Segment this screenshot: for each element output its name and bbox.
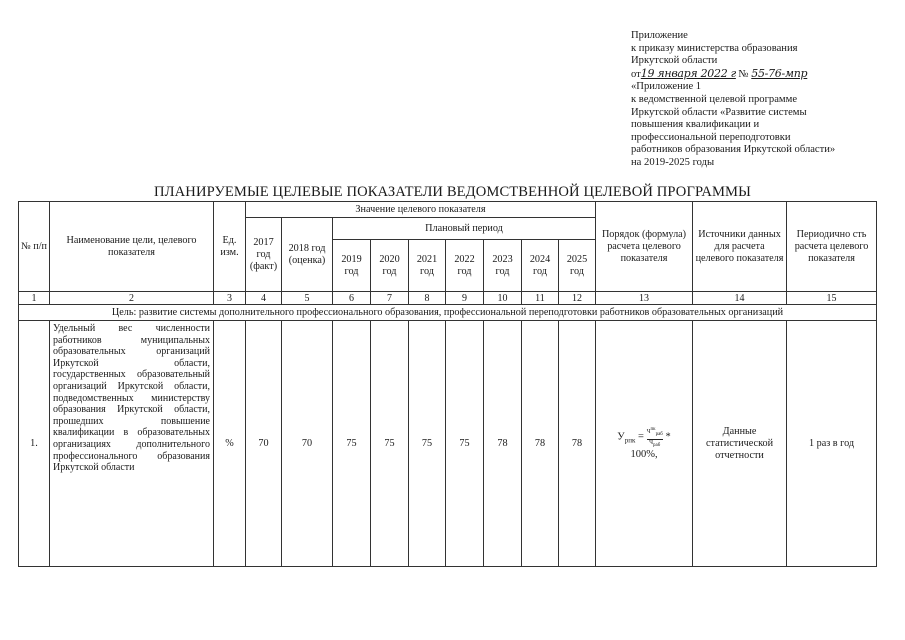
appendix-line: «Приложение 1: [631, 81, 702, 93]
row-unit: %: [214, 321, 246, 567]
formula-percent: 100%,: [630, 448, 658, 460]
column-number: 11: [522, 292, 559, 305]
row-value: 75: [446, 321, 484, 567]
table-row: [19, 321, 877, 567]
formula-fraction: [647, 426, 663, 448]
row-value: 78: [522, 321, 559, 567]
column-number: 4: [246, 292, 282, 305]
header-year: 2022 год: [446, 240, 484, 292]
header-planned: Плановый период: [333, 218, 596, 240]
header-name: Наименование цели, целевого показателя: [50, 202, 214, 292]
formula-denominator: $Ч_{раб}$: [649, 439, 661, 448]
column-number: 5: [282, 292, 333, 305]
header-2017: 2017 год (факт): [246, 218, 282, 292]
appendix-line: Иркутской области «Развитие системы: [631, 106, 807, 118]
row-value: 75: [333, 321, 371, 567]
header-frequency: Периодично сть расчета целевого показателя: [787, 202, 877, 292]
header-2018: 2018 год (оценка): [282, 218, 333, 292]
appendix-line: Иркутской области: [631, 55, 718, 67]
column-number: 15: [787, 292, 877, 305]
column-number: 1: [19, 292, 50, 305]
column-number: 12: [559, 292, 596, 305]
formula-lhs-sub: рпк: [624, 437, 636, 445]
order-number-handwritten: 55-76-мпр: [751, 66, 808, 80]
header-formula: Порядок (формула) расчета целевого показателя: [596, 202, 693, 292]
row-source: Данные статистической отчетности: [693, 321, 787, 567]
row-formula: [596, 321, 693, 567]
row-value: 70: [246, 321, 282, 567]
header-year: 2021 год: [409, 240, 446, 292]
indicators-table: [18, 201, 877, 567]
goal-row: Цель: развитие системы дополнительного профессионального образования, профессиональной переподготовки работников образовательных организаций: [19, 305, 877, 321]
row-value: 78: [484, 321, 522, 567]
column-number: 3: [214, 292, 246, 305]
order-line: [631, 68, 901, 82]
appendix-line: на 2019-2025 годы: [631, 156, 715, 168]
appendix-line: работников образования Иркутской области»: [631, 144, 836, 156]
header-year: 2019 год: [333, 240, 371, 292]
row-indicator-name: Удельный вес численности работников муниципальных образовательных организаций Иркутской области, государственных образовательный организаций Иркутской области, подведомственных министерству образования Иркутской области, прошедших повышение квалификации в образовательных организациях дополнительного профессионального образования Иркутской области: [50, 321, 214, 567]
column-number: 13: [596, 292, 693, 305]
row-value: 78: [559, 321, 596, 567]
row-value: 70: [282, 321, 333, 567]
column-number: 8: [409, 292, 446, 305]
header-unit: Ед. изм.: [214, 202, 246, 292]
column-number: 9: [446, 292, 484, 305]
page-title: ПЛАНИРУЕМЫЕ ЦЕЛЕВЫЕ ПОКАЗАТЕЛИ ВЕДОМСТВЕННОЙ ЦЕЛЕВОЙ ПРОГРАММЫ: [154, 184, 751, 200]
header-year: 2023 год: [484, 240, 522, 292]
header-sources: Источники данных для расчета целевого показателя: [693, 202, 787, 292]
appendix-line: профессиональной переподготовки: [631, 131, 791, 143]
column-number: 10: [484, 292, 522, 305]
appendix-block: [631, 30, 901, 170]
header-year: 2024 год: [522, 240, 559, 292]
appendix-line: к приказу министерства образования: [631, 42, 798, 54]
formula-lhs: У: [617, 431, 625, 443]
row-value: 75: [371, 321, 409, 567]
formula-numerator: $Ч^{пк}_{раб}$: [646, 427, 663, 438]
formula-eq: =: [638, 431, 644, 443]
column-number: 2: [50, 292, 214, 305]
row-value: 75: [409, 321, 446, 567]
order-prefix: от: [631, 68, 641, 80]
row-num: 1.: [19, 321, 50, 567]
formula-multiply: *: [665, 431, 671, 443]
order-date-handwritten: 19 января 2022 г: [640, 66, 736, 80]
appendix-line: Приложение: [631, 30, 688, 41]
header-value-group: Значение целевого показателя: [246, 202, 596, 218]
column-number: 6: [333, 292, 371, 305]
header-num: № п/п: [19, 202, 50, 292]
column-number: 14: [693, 292, 787, 305]
order-number-label: №: [738, 68, 749, 80]
header-year: 2020 год: [371, 240, 409, 292]
header-year: 2025 год: [559, 240, 596, 292]
row-frequency: 1 раз в год: [787, 321, 877, 567]
appendix-line: к ведомственной целевой программе: [631, 93, 798, 105]
column-number: 7: [371, 292, 409, 305]
appendix-line: повышения квалификации и: [631, 119, 760, 131]
